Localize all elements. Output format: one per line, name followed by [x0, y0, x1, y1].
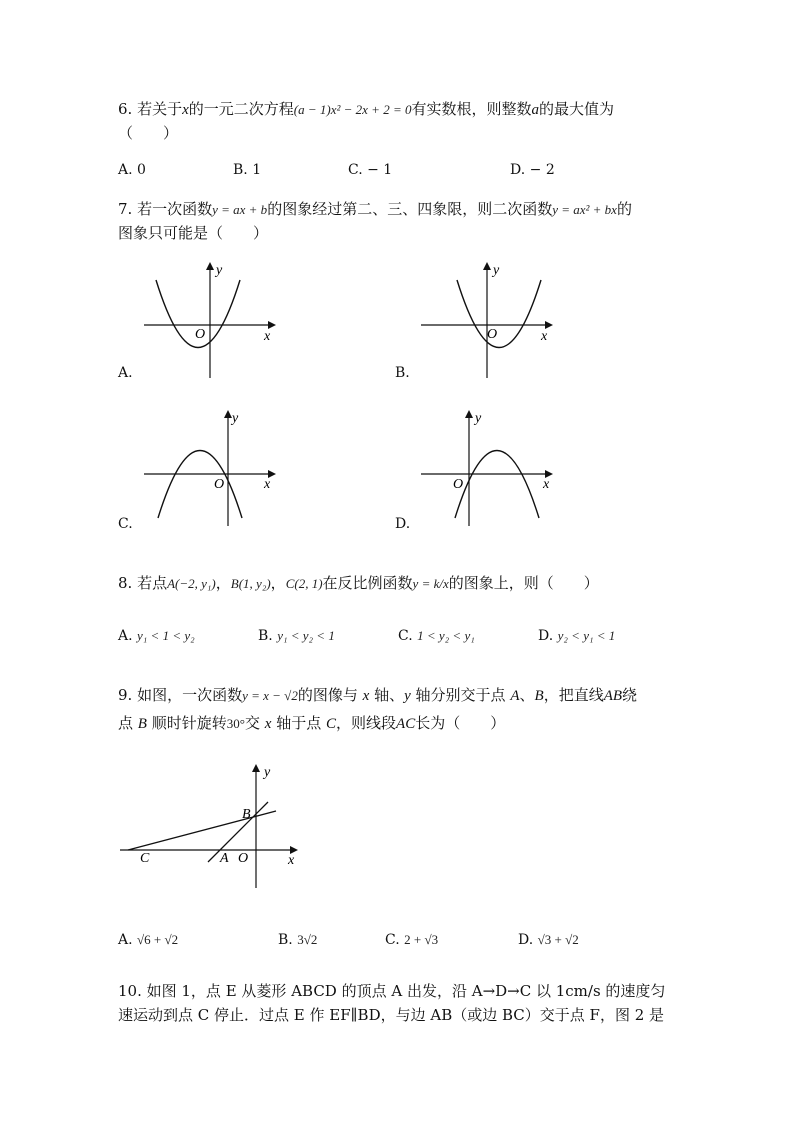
- q9-fig-y: y: [264, 765, 271, 780]
- q6-answer-paren: （ ）: [118, 124, 179, 142]
- q8-function: y = k/x: [412, 576, 449, 591]
- graph-a-origin: O: [195, 327, 206, 342]
- graph-d-origin: O: [453, 477, 464, 492]
- q6-option-c[interactable]: C. − 1: [348, 162, 393, 178]
- q9-fig-A: A: [220, 851, 229, 866]
- q7-graph-d: [395, 408, 565, 533]
- q7-graph-a: [118, 260, 288, 390]
- q9-fig-x: x: [288, 853, 295, 868]
- graph-b-origin: O: [487, 327, 498, 342]
- q8-option-d[interactable]: D. y₂ < y₁ < 1: [538, 628, 616, 644]
- graph-a-y-label: y: [216, 263, 223, 278]
- q7-quadratic-eq: y = ax² + bx: [552, 202, 617, 217]
- q6-option-d[interactable]: D. − 2: [510, 162, 555, 178]
- q8-point-b: B(1, y₂): [230, 576, 271, 591]
- graph-c-origin: O: [214, 477, 225, 492]
- q6-var-x: x: [182, 102, 189, 118]
- graph-d-y-label: y: [475, 411, 482, 426]
- graph-d-x-label: x: [543, 477, 550, 492]
- q9-fig-O: O: [238, 851, 249, 866]
- q7-stem: 7. 若一次函数y = ax + b的图象经过第二、三、四象限，则二次函数y = ax² + bx的: [118, 200, 632, 218]
- q9-option-a[interactable]: A. √6 + √2: [118, 932, 179, 948]
- q9-fig-B: B: [242, 807, 251, 822]
- q8-point-a: A(−2, y₁): [167, 576, 216, 591]
- q9-stem-line2: 点 B 顺时针旋转30°交 x 轴于点 C，则线段AC长为（ ）: [118, 714, 506, 732]
- graph-c-x-label: x: [264, 477, 271, 492]
- q7-option-a[interactable]: A.: [118, 365, 133, 381]
- q8-point-c: C(2, 1): [285, 576, 323, 591]
- q6-stem: 6. 若关于x的一元二次方程(a − 1)x² − 2x + 2 = 0有实数根，则整数a的最大值为: [118, 100, 614, 118]
- q9-stem: 9. 如图，一次函数y = x − √2的图像与 x 轴、y 轴分别交于点 A、B，把直线AB绕: [118, 686, 638, 704]
- graph-a-x-label: x: [264, 329, 271, 344]
- q9-fig-C: C: [140, 851, 150, 866]
- q10-stem-line1: 10. 如图 1，点 E 从菱形 ABCD 的顶点 A 出发，沿 A→D→C 以 1cm/s 的速度匀: [118, 982, 666, 1000]
- q8-option-b[interactable]: B. y₁ < y₂ < 1: [258, 628, 335, 644]
- q9-option-d[interactable]: D. √3 + √2: [518, 932, 579, 948]
- q6-option-b[interactable]: B. 1: [233, 162, 262, 178]
- q7-graph-b: [395, 260, 565, 390]
- q7-stem-line2: 图象只可能是（ ）: [118, 224, 269, 242]
- q9-function: y = x − √2: [242, 688, 298, 703]
- q10-stem-line2: 速运动到点 C 停止．过点 E 作 EF∥BD，与边 AB（或边 BC）交于点 F，图 2 是: [118, 1006, 665, 1024]
- q7-linear-eq: y = ax + b: [212, 202, 268, 217]
- graph-c-y-label: y: [232, 411, 239, 426]
- q9-option-b[interactable]: B. 3√2: [278, 932, 318, 948]
- q7-option-b[interactable]: B.: [395, 365, 410, 381]
- q9-figure: [118, 758, 308, 893]
- q8-option-a[interactable]: A. y₁ < 1 < y₂: [118, 628, 195, 644]
- q9-option-c[interactable]: C. 2 + √3: [385, 932, 439, 948]
- q6-equation: (a − 1)x² − 2x + 2 = 0: [293, 102, 412, 117]
- graph-b-x-label: x: [541, 329, 548, 344]
- q7-graph-c: [118, 408, 288, 533]
- q7-option-d[interactable]: D.: [395, 516, 411, 532]
- q8-stem: 8. 若点A(−2, y₁)，B(1, y₂)，C(2, 1)在反比例函数y = k/x的图象上，则（ ）: [118, 574, 599, 592]
- q6-option-a[interactable]: A. 0: [118, 162, 146, 178]
- q7-option-c[interactable]: C.: [118, 516, 133, 532]
- q8-option-c[interactable]: C. 1 < y₂ < y₁: [398, 628, 475, 644]
- graph-b-y-label: y: [493, 263, 500, 278]
